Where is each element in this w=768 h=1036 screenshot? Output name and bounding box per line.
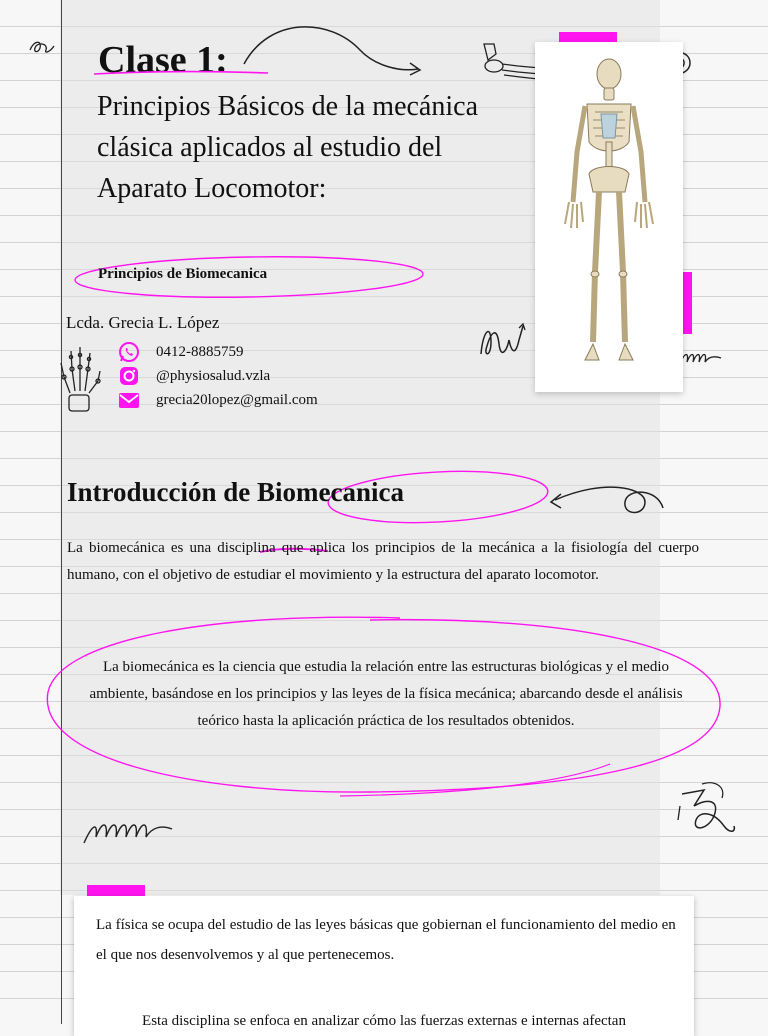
page-subtitle: Principios Básicos de la mecánica clásica aplicados al estudio del Aparato Locomotor: [97, 91, 478, 204]
phone-text: 0412-8885759 [156, 343, 244, 360]
page-title: Clase 1: [98, 39, 228, 81]
card-paragraph-2: Esta disciplina se enfoca en analizar cómo las fuerzas externas e internas afectan [142, 1013, 626, 1029]
definition-paragraph: La biomecánica es la ciencia que estudia la relación entre las estructuras biológicas y el medio ambiente, basándose en los principios y las leyes de la física mecánica; abarcando desde el análisis teórico hasta la aplicación práctica de los resultados obtenidos. [89, 659, 683, 729]
info-card [74, 896, 694, 1036]
doodle-arrow-heading [545, 482, 670, 522]
doodle-curl-topleft [28, 38, 58, 58]
instagram-text: @physiosalud.vzla [156, 367, 271, 384]
author-name: Lcda. Grecia L. López [66, 313, 220, 332]
margin-line [61, 0, 62, 1024]
doodle-loops-bottom [82, 815, 174, 849]
intro-paragraph: La biomecánica es una disciplina que aplica los principios de la mecánica a la fisiología del cuerpo humano, con el objetivo de estudiar el movimiento y la estructura del aparato locomotor. [67, 540, 699, 583]
section-heading: Introducción de Biomecanica [67, 477, 404, 507]
instagram-icon [118, 365, 140, 387]
email-icon [118, 389, 140, 411]
topic-label: Principios de Biomecanica [98, 266, 268, 282]
skeleton-icon [535, 42, 683, 392]
doodle-scribble-bottom [674, 776, 740, 846]
contact-email [118, 389, 318, 411]
email-text: grecia20lopez@gmail.com [156, 391, 318, 408]
skeleton-photo [535, 42, 683, 392]
hand-skeleton-icon [56, 343, 102, 415]
contact-instagram [118, 365, 271, 387]
doodle-title-underline [92, 68, 272, 78]
contact-phone [118, 341, 244, 363]
doodle-scribble-aw [477, 320, 531, 362]
card-paragraph-1: La física se ocupa del estudio de las leyes básicas que gobiernan el funcionamiento del medio en el que nos desenvolvemos y al que pertenecemos. [96, 917, 676, 963]
whatsapp-icon [118, 341, 140, 363]
